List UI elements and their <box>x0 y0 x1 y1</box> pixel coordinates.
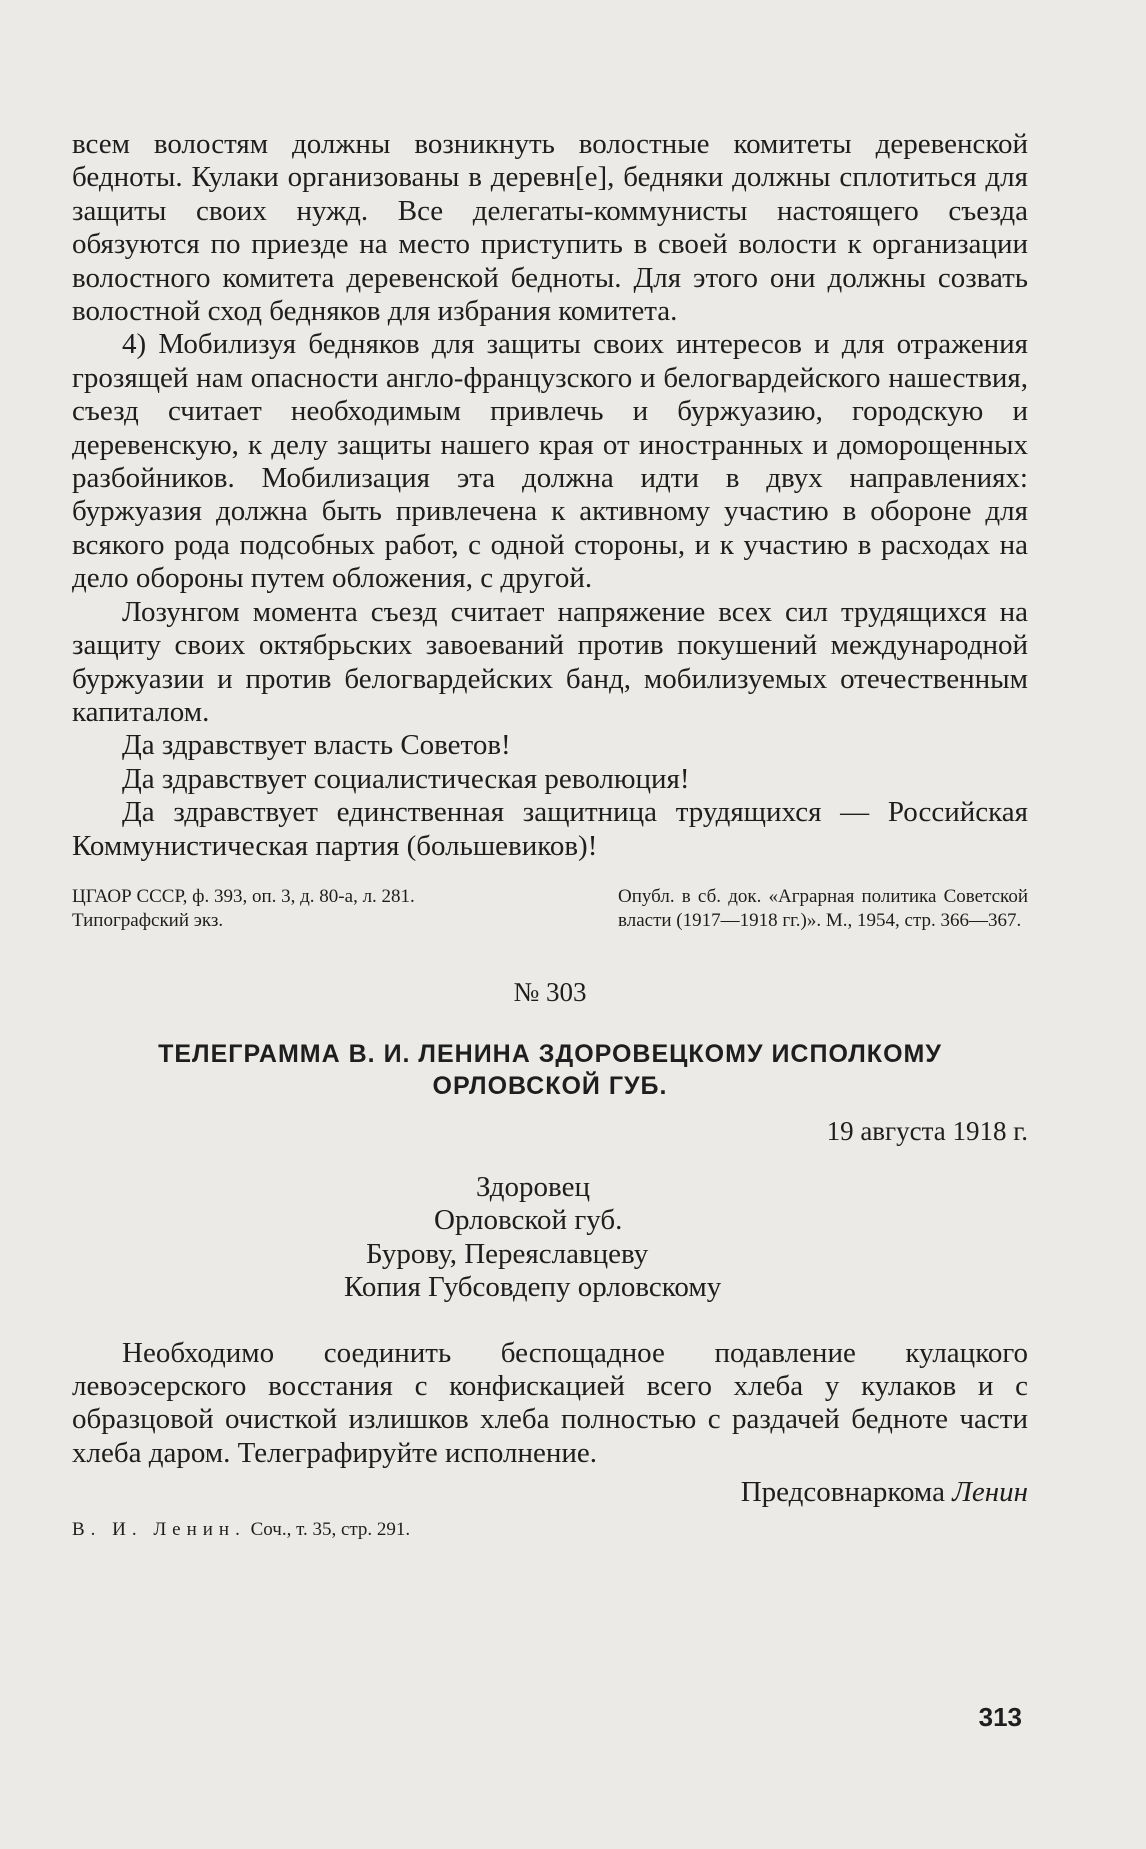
body-paragraph: Лозунгом момента съезд считает напряжение всех сил трудящихся на защиту своих октябрьских завоеваний против покушений международной буржуазии и против белогвардейских банд, мобилизуемых отечественным капиталом. <box>72 595 1028 728</box>
source-archive: ЦГАОР СССР, ф. 393, оп. 3, д. 80-а, л. 281. Типографский экз. <box>72 885 415 931</box>
address-line: Здоровец <box>476 1170 590 1203</box>
telegram-text: Необходимо соединить беспощадное подавление кулацкого левоэсерского восстания с конфискацией всего хлеба у кулаков и с образцовой очисткой излишков хлеба полностью с раздачей бедноте части хлеба даром. Телеграфируйте исполнение. <box>72 1336 1028 1469</box>
document-page <box>72 128 1028 1542</box>
signature-title: Предсовнаркома <box>740 1476 945 1509</box>
slogan-line: Да здравствует социалистическая революция! <box>122 762 690 795</box>
source-bottom-author: В. И. Ленин. <box>72 1519 246 1541</box>
document-date: 19 августа 1918 г. <box>826 1115 1028 1146</box>
source-bottom <box>72 1517 472 1542</box>
address-line: Копия Губсовдепу орловскому <box>344 1271 722 1304</box>
signature <box>72 1476 1028 1509</box>
document-number: № 303 <box>513 976 587 1007</box>
address-line: Бурову, Переяславцеву <box>366 1237 649 1270</box>
source-bottom-rest: Соч., т. 35, стр. 291. <box>250 1519 411 1541</box>
page-number: 313 <box>978 1702 1022 1732</box>
body-paragraph: 4) Мобилизуя бедняков для защиты своих интересов и для отражения грозящей нам опасности англо-французского и белогвардейского нашествия, съезд считает необходимым привлечь и буржуазию, городскую и деревенскую, к делу защиты нашего края от иностранных и доморощенных разбойников. Мобилизация эта должна идти в двух направлениях: буржуазия должна быть привлечена к активному участию в обороне для всякого рода подсобных работ, с одной стороны, и к участию в расходах на дело обороны путем обложения, с другой. <box>72 328 1028 595</box>
source-published: Опубл. в сб. док. «Аграрная политика Советской власти (1917—1918 гг.)». М., 1954, стр. 366—367. <box>618 885 1028 931</box>
signature-name: Ленин <box>952 1476 1028 1509</box>
body-paragraph: всем волостям должны возникнуть волостные комитеты деревенской бедноты. Кулаки организованы в деревн[е], бедняки должны сплотиться для защиты своих нужд. Все делегаты-коммунисты настоящего съезда обязуются по приезде на место приступить в своей волости к организации волостного комитета деревенской бедноты. Для этого они должны созвать волостной сход бедняков для избрания комитета. <box>72 128 1028 328</box>
slogan-line: Да здравствует единственная защитница трудящихся — Российская Коммунистическая партия (большевиков)! <box>72 796 1028 862</box>
slogan-line: Да здравствует власть Советов! <box>122 729 511 762</box>
source-notes <box>72 885 1028 933</box>
document-title: ТЕЛЕГРАММА В. И. ЛЕНИНА ЗДОРОВЕЦКОМУ ИСПОЛКОМУ ОРЛОВСКОЙ ГУБ. <box>158 1039 942 1100</box>
address-block <box>72 1171 1028 1305</box>
address-line: Орловской губ. <box>434 1204 623 1237</box>
